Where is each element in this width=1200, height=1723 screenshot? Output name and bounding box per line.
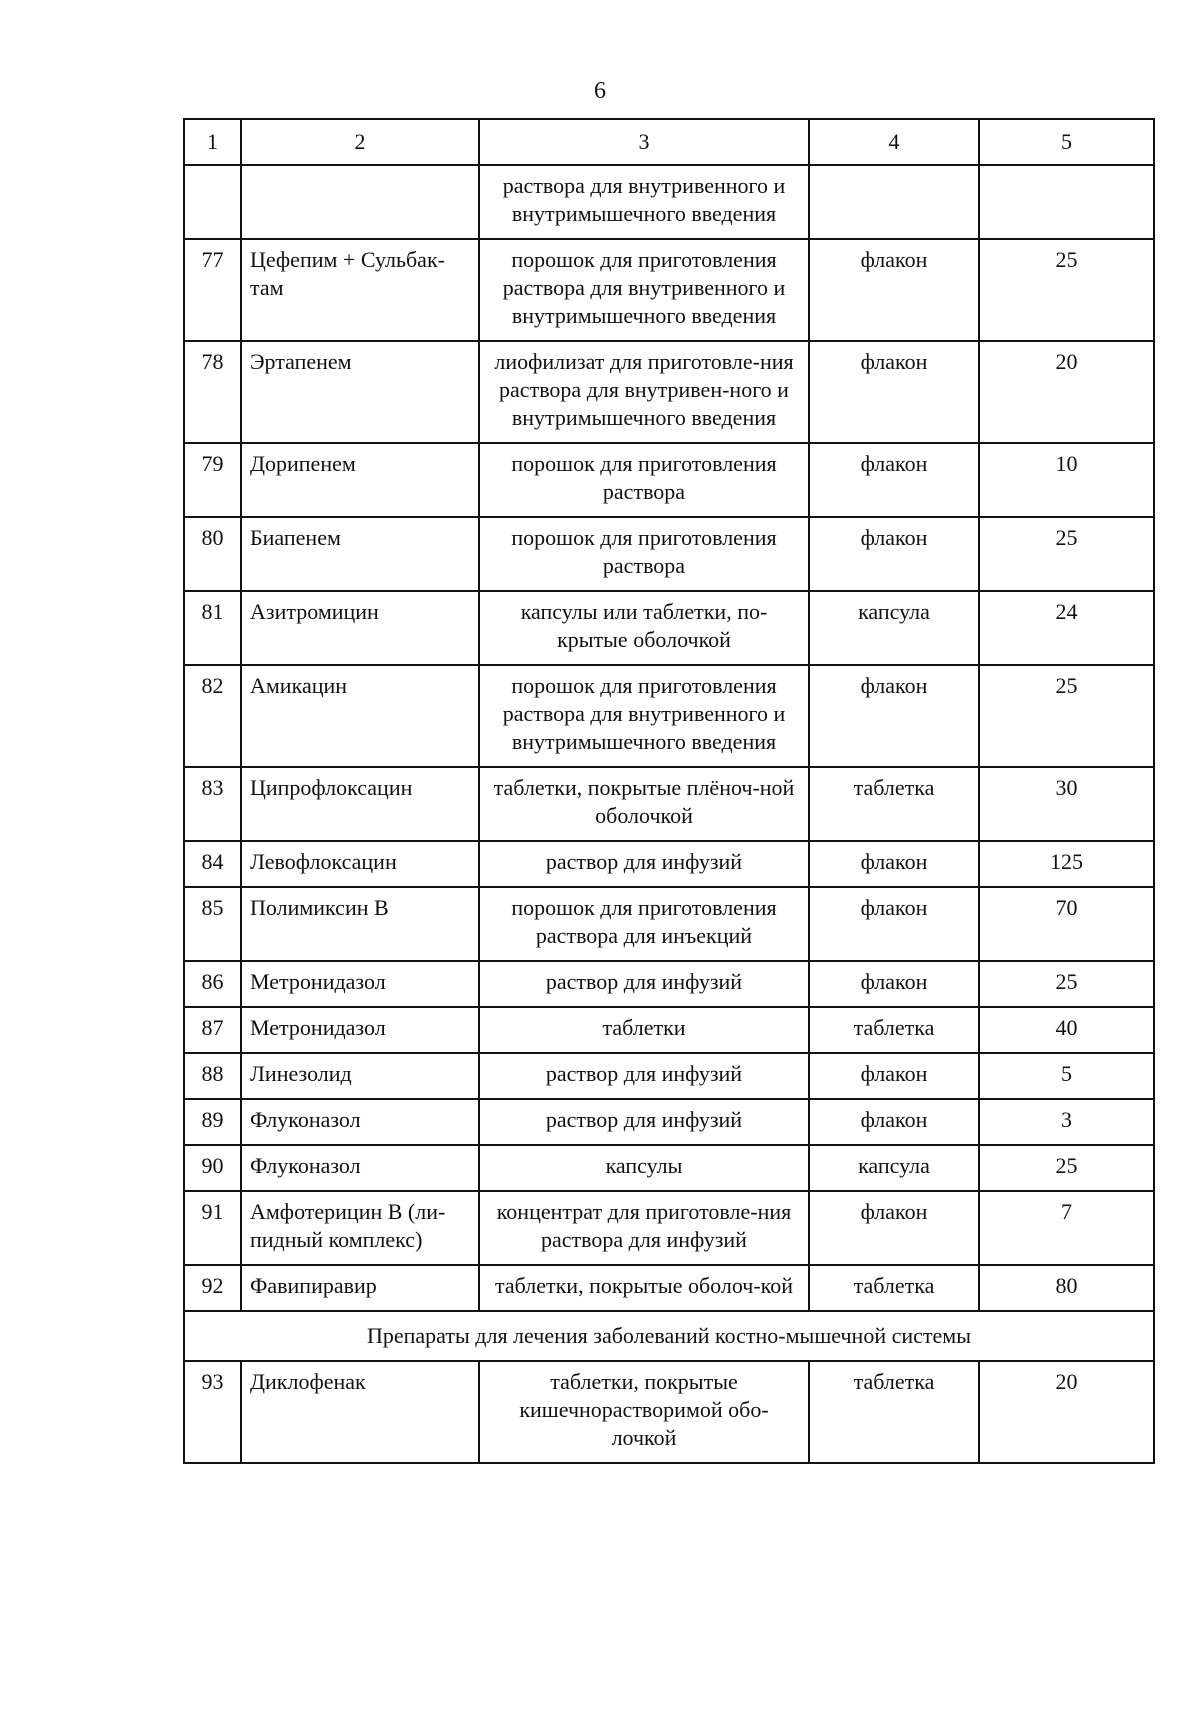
drug-name-cell [241,165,479,239]
dosage-form-cell: лиофилизат для приготовле-ния раствора для внутривен-ного и внутримышечного введения [479,341,809,443]
table-row [184,961,1154,1007]
row-number-cell: 93 [184,1361,241,1463]
dosage-form-cell: капсулы [479,1145,809,1191]
unit-cell: флакон [809,841,979,887]
table-row [184,1099,1154,1145]
row-number-cell: 78 [184,341,241,443]
dosage-form-cell: раствора для внутривенного и внутримышечного введения [479,165,809,239]
unit-cell: таблетка [809,1361,979,1463]
header-cell-2: 2 [241,119,479,165]
header-cell-3: 3 [479,119,809,165]
quantity-cell: 25 [979,1145,1154,1191]
dosage-form-cell: порошок для приготовления раствора для внутривенного и внутримышечного введения [479,239,809,341]
quantity-cell: 7 [979,1191,1154,1265]
drug-name-cell: Эртапенем [241,341,479,443]
table-row [184,1145,1154,1191]
header-cell-4: 4 [809,119,979,165]
dosage-form-cell: раствор для инфузий [479,961,809,1007]
table-row [184,443,1154,517]
quantity-cell: 80 [979,1265,1154,1311]
row-number-cell: 88 [184,1053,241,1099]
quantity-cell: 40 [979,1007,1154,1053]
continuation-row [184,165,1154,239]
row-number-cell: 84 [184,841,241,887]
quantity-cell: 25 [979,239,1154,341]
table-header-row [184,119,1154,165]
table-row [184,239,1154,341]
quantity-cell [979,165,1154,239]
dosage-form-cell: раствор для инфузий [479,1099,809,1145]
table-row [184,887,1154,961]
dosage-form-cell: капсулы или таблетки, по-крытые оболочкой [479,591,809,665]
dosage-form-cell: раствор для инфузий [479,1053,809,1099]
table-row [184,1361,1154,1463]
row-number-cell: 81 [184,591,241,665]
medication-table [183,118,1155,1464]
quantity-cell: 3 [979,1099,1154,1145]
drug-name-cell: Азитромицин [241,591,479,665]
dosage-form-cell: раствор для инфузий [479,841,809,887]
unit-cell: флакон [809,961,979,1007]
drug-name-cell: Полимиксин В [241,887,479,961]
drug-name-cell: Фавипиравир [241,1265,479,1311]
table-row [184,665,1154,767]
unit-cell: флакон [809,341,979,443]
drug-name-cell: Амикацин [241,665,479,767]
unit-cell: флакон [809,1053,979,1099]
drug-name-cell: Биапенем [241,517,479,591]
table-row [184,1265,1154,1311]
table-row [184,591,1154,665]
unit-cell: флакон [809,665,979,767]
row-number-cell: 89 [184,1099,241,1145]
dosage-form-cell: таблетки, покрытые плёноч-ной оболочкой [479,767,809,841]
unit-cell: таблетка [809,767,979,841]
dosage-form-cell: порошок для приготовления раствора [479,517,809,591]
row-number-cell: 92 [184,1265,241,1311]
row-number-cell: 91 [184,1191,241,1265]
row-number-cell: 80 [184,517,241,591]
row-number-cell: 83 [184,767,241,841]
drug-name-cell: Флуконазол [241,1099,479,1145]
unit-cell: флакон [809,887,979,961]
quantity-cell: 25 [979,517,1154,591]
drug-name-cell: Диклофенак [241,1361,479,1463]
dosage-form-cell: таблетки, покрытые оболоч-кой [479,1265,809,1311]
drug-name-cell: Дорипенем [241,443,479,517]
unit-cell: флакон [809,1099,979,1145]
row-number-cell: 77 [184,239,241,341]
dosage-form-cell: таблетки [479,1007,809,1053]
unit-cell: флакон [809,1191,979,1265]
table-row [184,1007,1154,1053]
table-row [184,341,1154,443]
row-number-cell: 86 [184,961,241,1007]
unit-cell: флакон [809,443,979,517]
row-number-cell: 90 [184,1145,241,1191]
row-number-cell [184,165,241,239]
quantity-cell: 25 [979,961,1154,1007]
quantity-cell: 70 [979,887,1154,961]
quantity-cell: 24 [979,591,1154,665]
drug-name-cell: Метронидазол [241,961,479,1007]
table-row [184,841,1154,887]
table-row [184,1191,1154,1265]
unit-cell: флакон [809,517,979,591]
drug-name-cell: Ципрофлоксацин [241,767,479,841]
dosage-form-cell: концентрат для приготовле-ния раствора для инфузий [479,1191,809,1265]
drug-name-cell: Цефепим + Сульбак-там [241,239,479,341]
unit-cell [809,165,979,239]
unit-cell: капсула [809,1145,979,1191]
unit-cell: капсула [809,591,979,665]
quantity-cell: 125 [979,841,1154,887]
header-cell-5: 5 [979,119,1154,165]
table-row [184,517,1154,591]
dosage-form-cell: порошок для приготовления раствора [479,443,809,517]
table-row [184,1053,1154,1099]
row-number-cell: 79 [184,443,241,517]
quantity-cell: 20 [979,341,1154,443]
unit-cell: таблетка [809,1007,979,1053]
quantity-cell: 30 [979,767,1154,841]
section-title: Препараты для лечения заболеваний костно-мышечной системы [184,1311,1154,1361]
quantity-cell: 5 [979,1053,1154,1099]
row-number-cell: 85 [184,887,241,961]
dosage-form-cell: таблетки, покрытые кишечнорастворимой обо-лочкой [479,1361,809,1463]
drug-name-cell: Линезолид [241,1053,479,1099]
drug-name-cell: Метронидазол [241,1007,479,1053]
section-header-row [184,1311,1154,1361]
header-cell-1: 1 [184,119,241,165]
quantity-cell: 10 [979,443,1154,517]
drug-name-cell: Левофлоксацин [241,841,479,887]
row-number-cell: 82 [184,665,241,767]
dosage-form-cell: порошок для приготовления раствора для инъекций [479,887,809,961]
table-row [184,767,1154,841]
page-number: 6 [594,78,606,104]
row-number-cell: 87 [184,1007,241,1053]
unit-cell: флакон [809,239,979,341]
dosage-form-cell: порошок для приготовления раствора для внутривенного и внутримышечного введения [479,665,809,767]
drug-name-cell: Флуконазол [241,1145,479,1191]
quantity-cell: 25 [979,665,1154,767]
quantity-cell: 20 [979,1361,1154,1463]
drug-name-cell: Амфотерицин В (ли-пидный комплекс) [241,1191,479,1265]
unit-cell: таблетка [809,1265,979,1311]
